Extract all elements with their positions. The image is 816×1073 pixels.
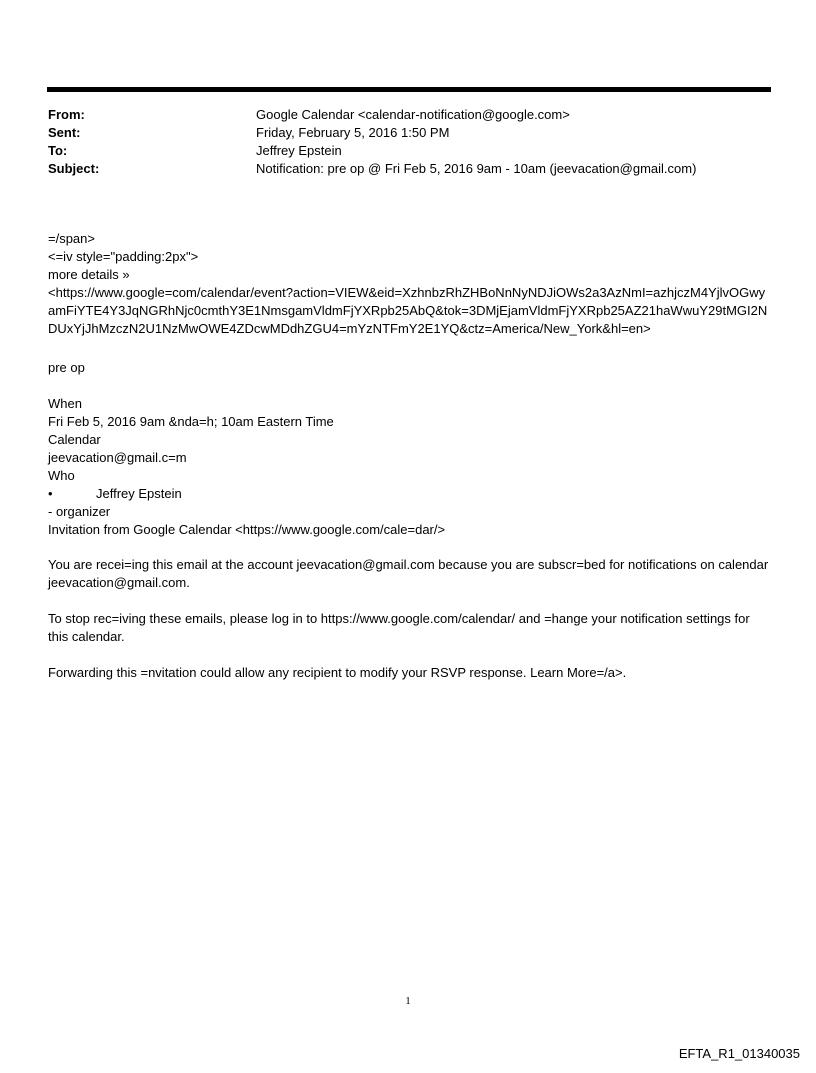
more-details-link[interactable]: more details »	[48, 267, 130, 282]
raw-markup-block	[48, 230, 770, 338]
when-label: When	[48, 396, 82, 411]
from-row	[48, 106, 768, 124]
markup-line-div: <=iv style="padding:2px">	[48, 249, 199, 264]
subject-row	[48, 160, 768, 178]
sent-value: Friday, February 5, 2016 1:50 PM	[256, 125, 450, 140]
subject-label: Subject:	[48, 161, 100, 176]
account-notice-text: You are recei=ing this email at the account jeevacation@gmail.com because you are subscr=bed for notifications on calendar jeevacation@gmail.com.	[48, 557, 769, 590]
sent-row	[48, 124, 768, 142]
calendar-value: jeevacation@gmail.c=m	[48, 450, 187, 465]
header-divider	[47, 87, 771, 92]
attendee-role: - organizer	[48, 504, 111, 519]
from-label: From:	[48, 107, 85, 122]
account-notice	[48, 556, 770, 592]
event-title-text: pre op	[48, 360, 85, 375]
calendar-label: Calendar	[48, 432, 101, 447]
page-number: 1	[405, 995, 411, 1007]
attendee-name: Jeffrey Epstein	[96, 486, 182, 501]
email-header	[48, 106, 768, 178]
event-details	[48, 395, 770, 539]
forwarding-notice-text: Forwarding this =nvitation could allow any recipient to modify your RSVP response. Learn More=/a>.	[48, 665, 627, 680]
from-value: Google Calendar <calendar-notification@google.com>	[256, 107, 570, 122]
to-row	[48, 142, 768, 160]
sent-label: Sent:	[48, 125, 81, 140]
unsubscribe-notice	[48, 610, 770, 646]
event-url[interactable]: <https://www.google=com/calendar/event?action=VIEW&eid=XzhnbzRhZHBoNnNyNDJiOWs2a3AzNmI=azhjczM4YjlvOGwyamFiYTE4Y3JqNGRhNjc0cmthY3E1NmsgamVldmFjYXRpb25AbQ&tok=3DMjEjamVldmFjYXRpb25AZ21haWwuY29tMGI2NDUxYjJhMzczN2U1NzMwOWE4ZDcwMDdhZGU4=mYzNTFmY2E1YQ&ctz=America/New_York&hl=en>	[48, 285, 768, 336]
markup-line-span: =/span>	[48, 231, 95, 246]
event-title	[48, 359, 770, 377]
document-id: EFTA_R1_01340035	[678, 1046, 800, 1061]
to-value: Jeffrey Epstein	[256, 143, 342, 158]
forwarding-notice	[48, 664, 770, 682]
who-label: Who	[48, 468, 75, 483]
when-value: Fri Feb 5, 2016 9am &nda=h; 10am Eastern Time	[48, 414, 334, 429]
to-label: To:	[48, 143, 68, 158]
unsubscribe-notice-text: To stop rec=iving these emails, please log in to https://www.google.com/calendar/ and =hange your notification settings for this calendar.	[48, 611, 750, 644]
subject-value: Notification: pre op @ Fri Feb 5, 2016 9am - 10am (jeevacation@gmail.com)	[256, 161, 697, 176]
attendee-item	[48, 485, 770, 503]
invitation-link[interactable]: Invitation from Google Calendar <https://www.google.com/cale=dar/>	[48, 522, 446, 537]
bullet-icon: •	[48, 486, 53, 501]
